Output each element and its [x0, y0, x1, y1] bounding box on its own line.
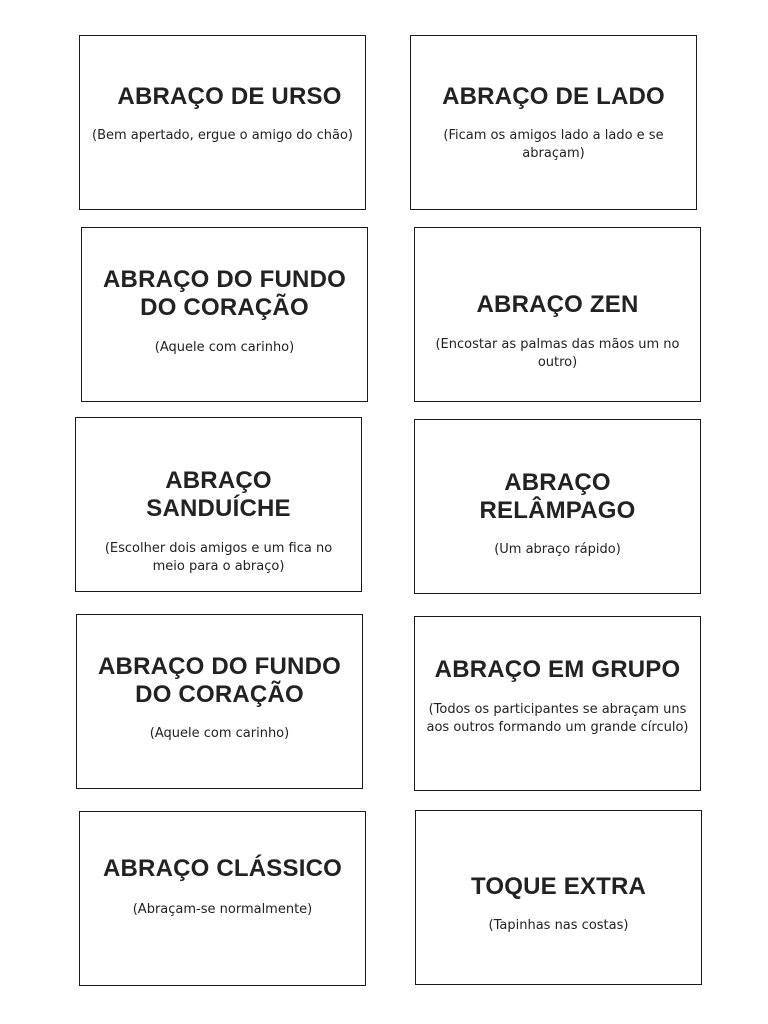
hug-card-side — [410, 35, 697, 210]
hug-card-classic — [79, 811, 366, 986]
card-title: ABRAÇO DO FUNDO DO CORAÇÃO — [103, 266, 346, 321]
card-title: ABRAÇO RELÂMPAGO — [479, 469, 636, 524]
card-title: ABRAÇO EM GRUPO — [434, 656, 681, 683]
hug-card-extra — [415, 810, 702, 985]
card-title: ABRAÇO DE LADO — [442, 83, 665, 110]
card-description: (Escolher dois amigos e um fica no meio para o abraço) — [104, 541, 333, 574]
card-description: (Um abraço rápido) — [494, 542, 621, 557]
card-title: ABRAÇO DE URSO — [117, 83, 342, 110]
card-description: (Ficam os amigos lado a lado e se abraçam) — [443, 128, 664, 161]
card-title: ABRAÇO CLÁSSICO — [102, 855, 342, 882]
card-title: ABRAÇO DO FUNDO DO CORAÇÃO — [98, 653, 341, 708]
card-title: TOQUE EXTRA — [470, 873, 647, 900]
card-title: ABRAÇO ZEN — [476, 291, 639, 318]
hug-card-bear — [79, 35, 366, 210]
card-description: (Aquele com carinho) — [149, 726, 290, 741]
hug-card-lightning — [414, 419, 701, 594]
hug-card-heart-2 — [76, 614, 363, 789]
card-title: ABRAÇO SANDUÍCHE — [146, 467, 291, 522]
card-description: (Encostar as palmas das mãos um no outro) — [435, 337, 680, 370]
hug-card-zen — [414, 227, 701, 402]
card-description: (Todos os participantes se abraçam uns aos outros formando um grande círculo) — [426, 702, 689, 735]
card-description: (Abraçam-se normalmente) — [132, 902, 313, 917]
card-description: (Bem apertado, ergue o amigo do chão) — [92, 128, 353, 143]
hug-card-sandwich — [75, 417, 362, 592]
card-description: (Aquele com carinho) — [154, 340, 295, 355]
card-description: (Tapinhas nas costas) — [488, 918, 629, 933]
hug-card-group — [414, 616, 701, 791]
hug-card-heart — [81, 227, 368, 402]
